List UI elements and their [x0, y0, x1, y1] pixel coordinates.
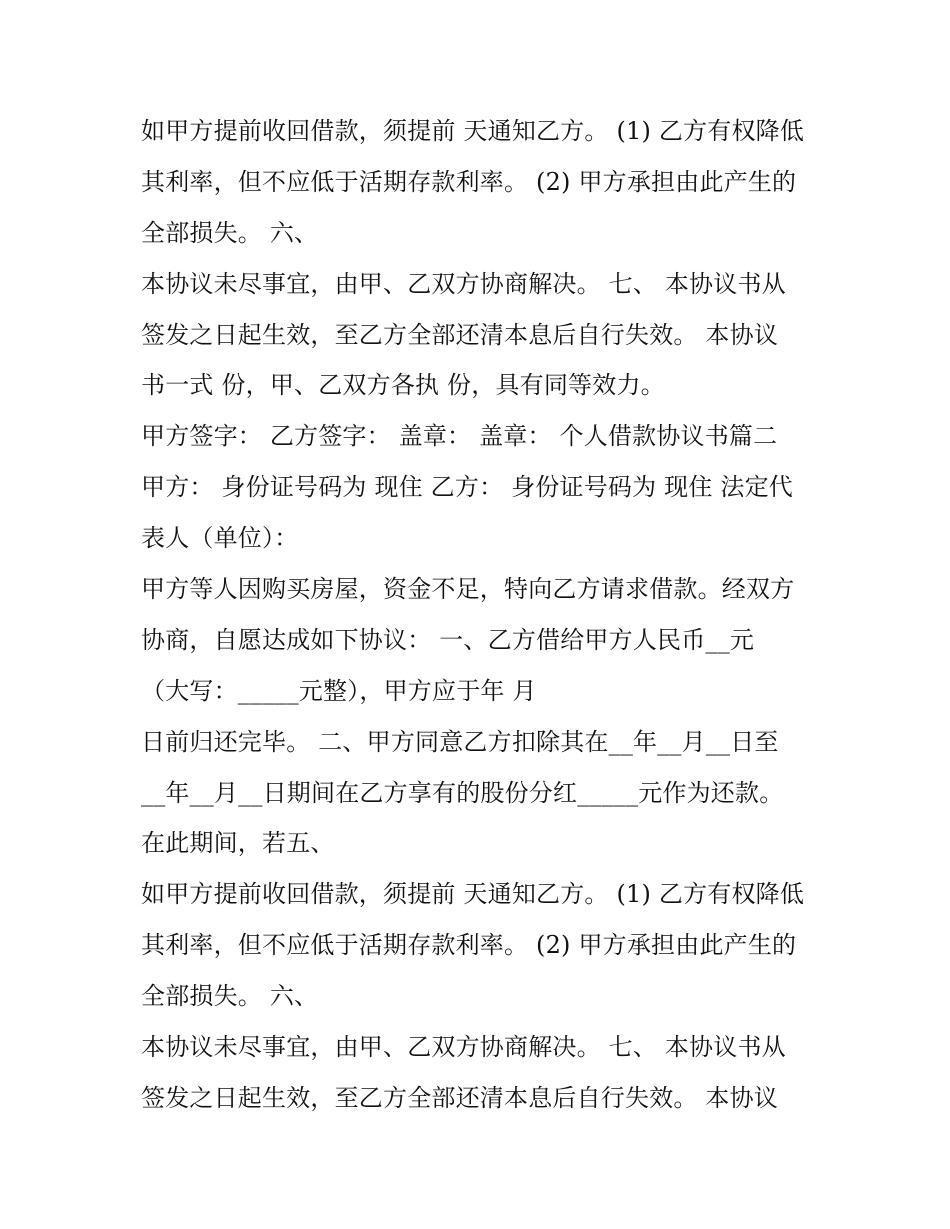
text-line: （大写：_____元整），甲方应于年 月 — [141, 676, 537, 705]
text-line: 日前归还完毕。 二、甲方同意乙方扣除其在__年__月__日至 — [141, 727, 779, 756]
text-line: 如甲方提前收回借款，须提前 天通知乙方。 (1) 乙方有权降低 — [141, 117, 805, 145]
text-line: __年__月__日期间在乙方享有的股份分红_____元作为还款。 — [141, 778, 784, 807]
text-line: 在此期间，若五、 — [141, 829, 335, 858]
document-body — [141, 106, 821, 1124]
text-line: 签发之日起生效，至乙方全部还清本息后自行失效。 本协议 — [141, 320, 779, 349]
text-line: 签发之日起生效，至乙方全部还清本息后自行失效。 本协议 — [141, 1083, 779, 1112]
text-line: 本协议未尽事宜，由甲、乙双方协商解决。 七、 本协议书从 — [141, 1033, 786, 1062]
text-line: 书一式 份，甲、乙双方各执 份，具有同等效力。 — [141, 371, 665, 400]
text-line: 甲方等人因购买房屋，资金不足，特向乙方请求借款。经双方 — [141, 575, 795, 604]
text-line: 本协议未尽事宜，由甲、乙双方协商解决。 七、 本协议书从 — [141, 269, 786, 298]
text-line: 全部损失。 六、 — [141, 218, 319, 247]
text-line: 其利率，但不应低于活期存款利率。 (2) 甲方承担由此产生的 — [141, 931, 797, 960]
text-line: 协商，自愿达成如下协议： 一、乙方借给甲方人民币__元 — [141, 625, 755, 654]
text-line: 表人（单位）： — [141, 524, 299, 553]
text-line: 甲方签字： 乙方签字： 盖章： 盖章： 个人借款协议书篇二 — [141, 422, 778, 451]
text-line: 全部损失。 六、 — [141, 982, 319, 1011]
text-line: 甲方： 身份证号码为 现住 乙方： 身份证号码为 现住 法定代 — [141, 473, 793, 502]
text-line: 其利率，但不应低于活期存款利率。 (2) 甲方承担由此产生的 — [141, 167, 797, 196]
text-line: 如甲方提前收回借款，须提前 天通知乙方。 (1) 乙方有权降低 — [141, 880, 805, 909]
